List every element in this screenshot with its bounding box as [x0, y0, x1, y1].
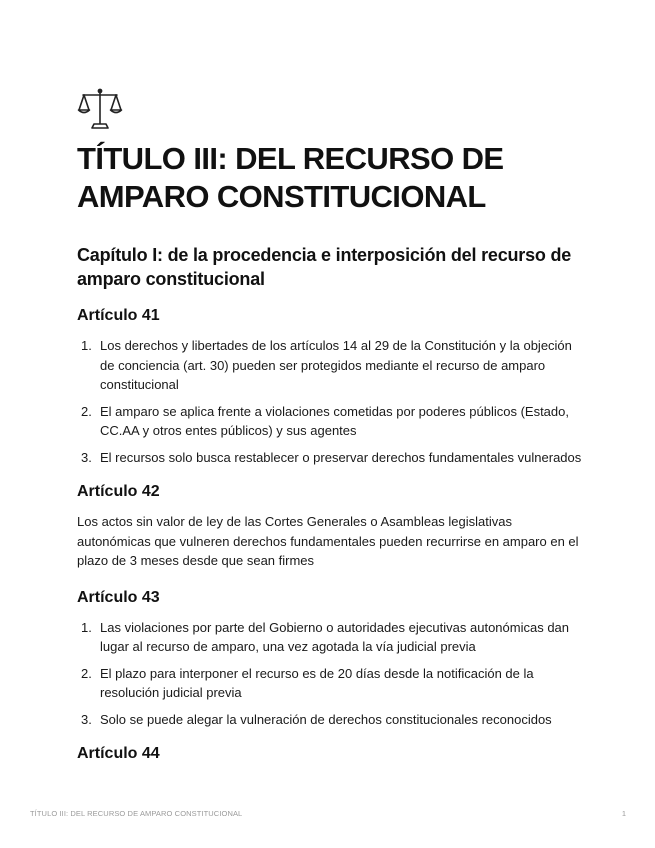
document-title: TÍTULO III: DEL RECURSO DE AMPARO CONSTITUCIONAL — [77, 141, 504, 214]
article-list — [77, 336, 587, 467]
article-44 — [77, 743, 587, 765]
list-item: 3. El recursos solo busca restablecer o preservar derechos fundamentales vulnerados — [81, 449, 582, 465]
article-41 — [77, 305, 587, 467]
chapter-heading: Capítulo I: de la procedencia e interposición del recurso de amparo constitucional — [77, 245, 572, 289]
list-item: 1. Las violaciones por parte del Gobierno o autoridades ejecutivas autonómicas dan lugar al recurso de amparo, una vez agotada la vía judicial previa — [81, 619, 570, 654]
page-number: 1 — [621, 809, 626, 818]
article-42 — [77, 481, 587, 571]
list-item: 2. El plazo para interponer el recurso es de 20 días desde la notificación de la resolución judicial previa — [81, 665, 534, 700]
scales-of-justice-icon — [77, 86, 123, 132]
article-heading: Artículo 41 — [77, 307, 160, 324]
page-content — [77, 86, 587, 774]
list-item: 2. El amparo se aplica frente a violaciones cometidas por poderes públicos (Estado, CC.AA y otros entes públicos) y sus agentes — [81, 403, 569, 438]
article-paragraph: Los actos sin valor de ley de las Cortes Generales o Asambleas legislativas autonómicas que vulneren derechos fundamentales pueden recurrirse en amparo en el plazo de 3 meses desde que sean firmes — [77, 514, 579, 568]
article-list — [77, 618, 587, 730]
footer-running-title: TÍTULO III: DEL RECURSO DE AMPARO CONSTITUCIONAL — [30, 809, 243, 818]
list-item: 3. Solo se puede alegar la vulneración de derechos constitucionales reconocidos — [81, 711, 552, 727]
list-item: 1. Los derechos y libertades de los artículos 14 al 29 de la Constitución y la objeción de conciencia (art. 30) pueden ser protegidos mediante el recurso de amparo constitucional — [81, 338, 572, 392]
article-heading: Artículo 44 — [77, 745, 160, 762]
article-heading: Artículo 42 — [77, 483, 160, 500]
article-43 — [77, 587, 587, 730]
article-heading: Artículo 43 — [77, 588, 160, 606]
